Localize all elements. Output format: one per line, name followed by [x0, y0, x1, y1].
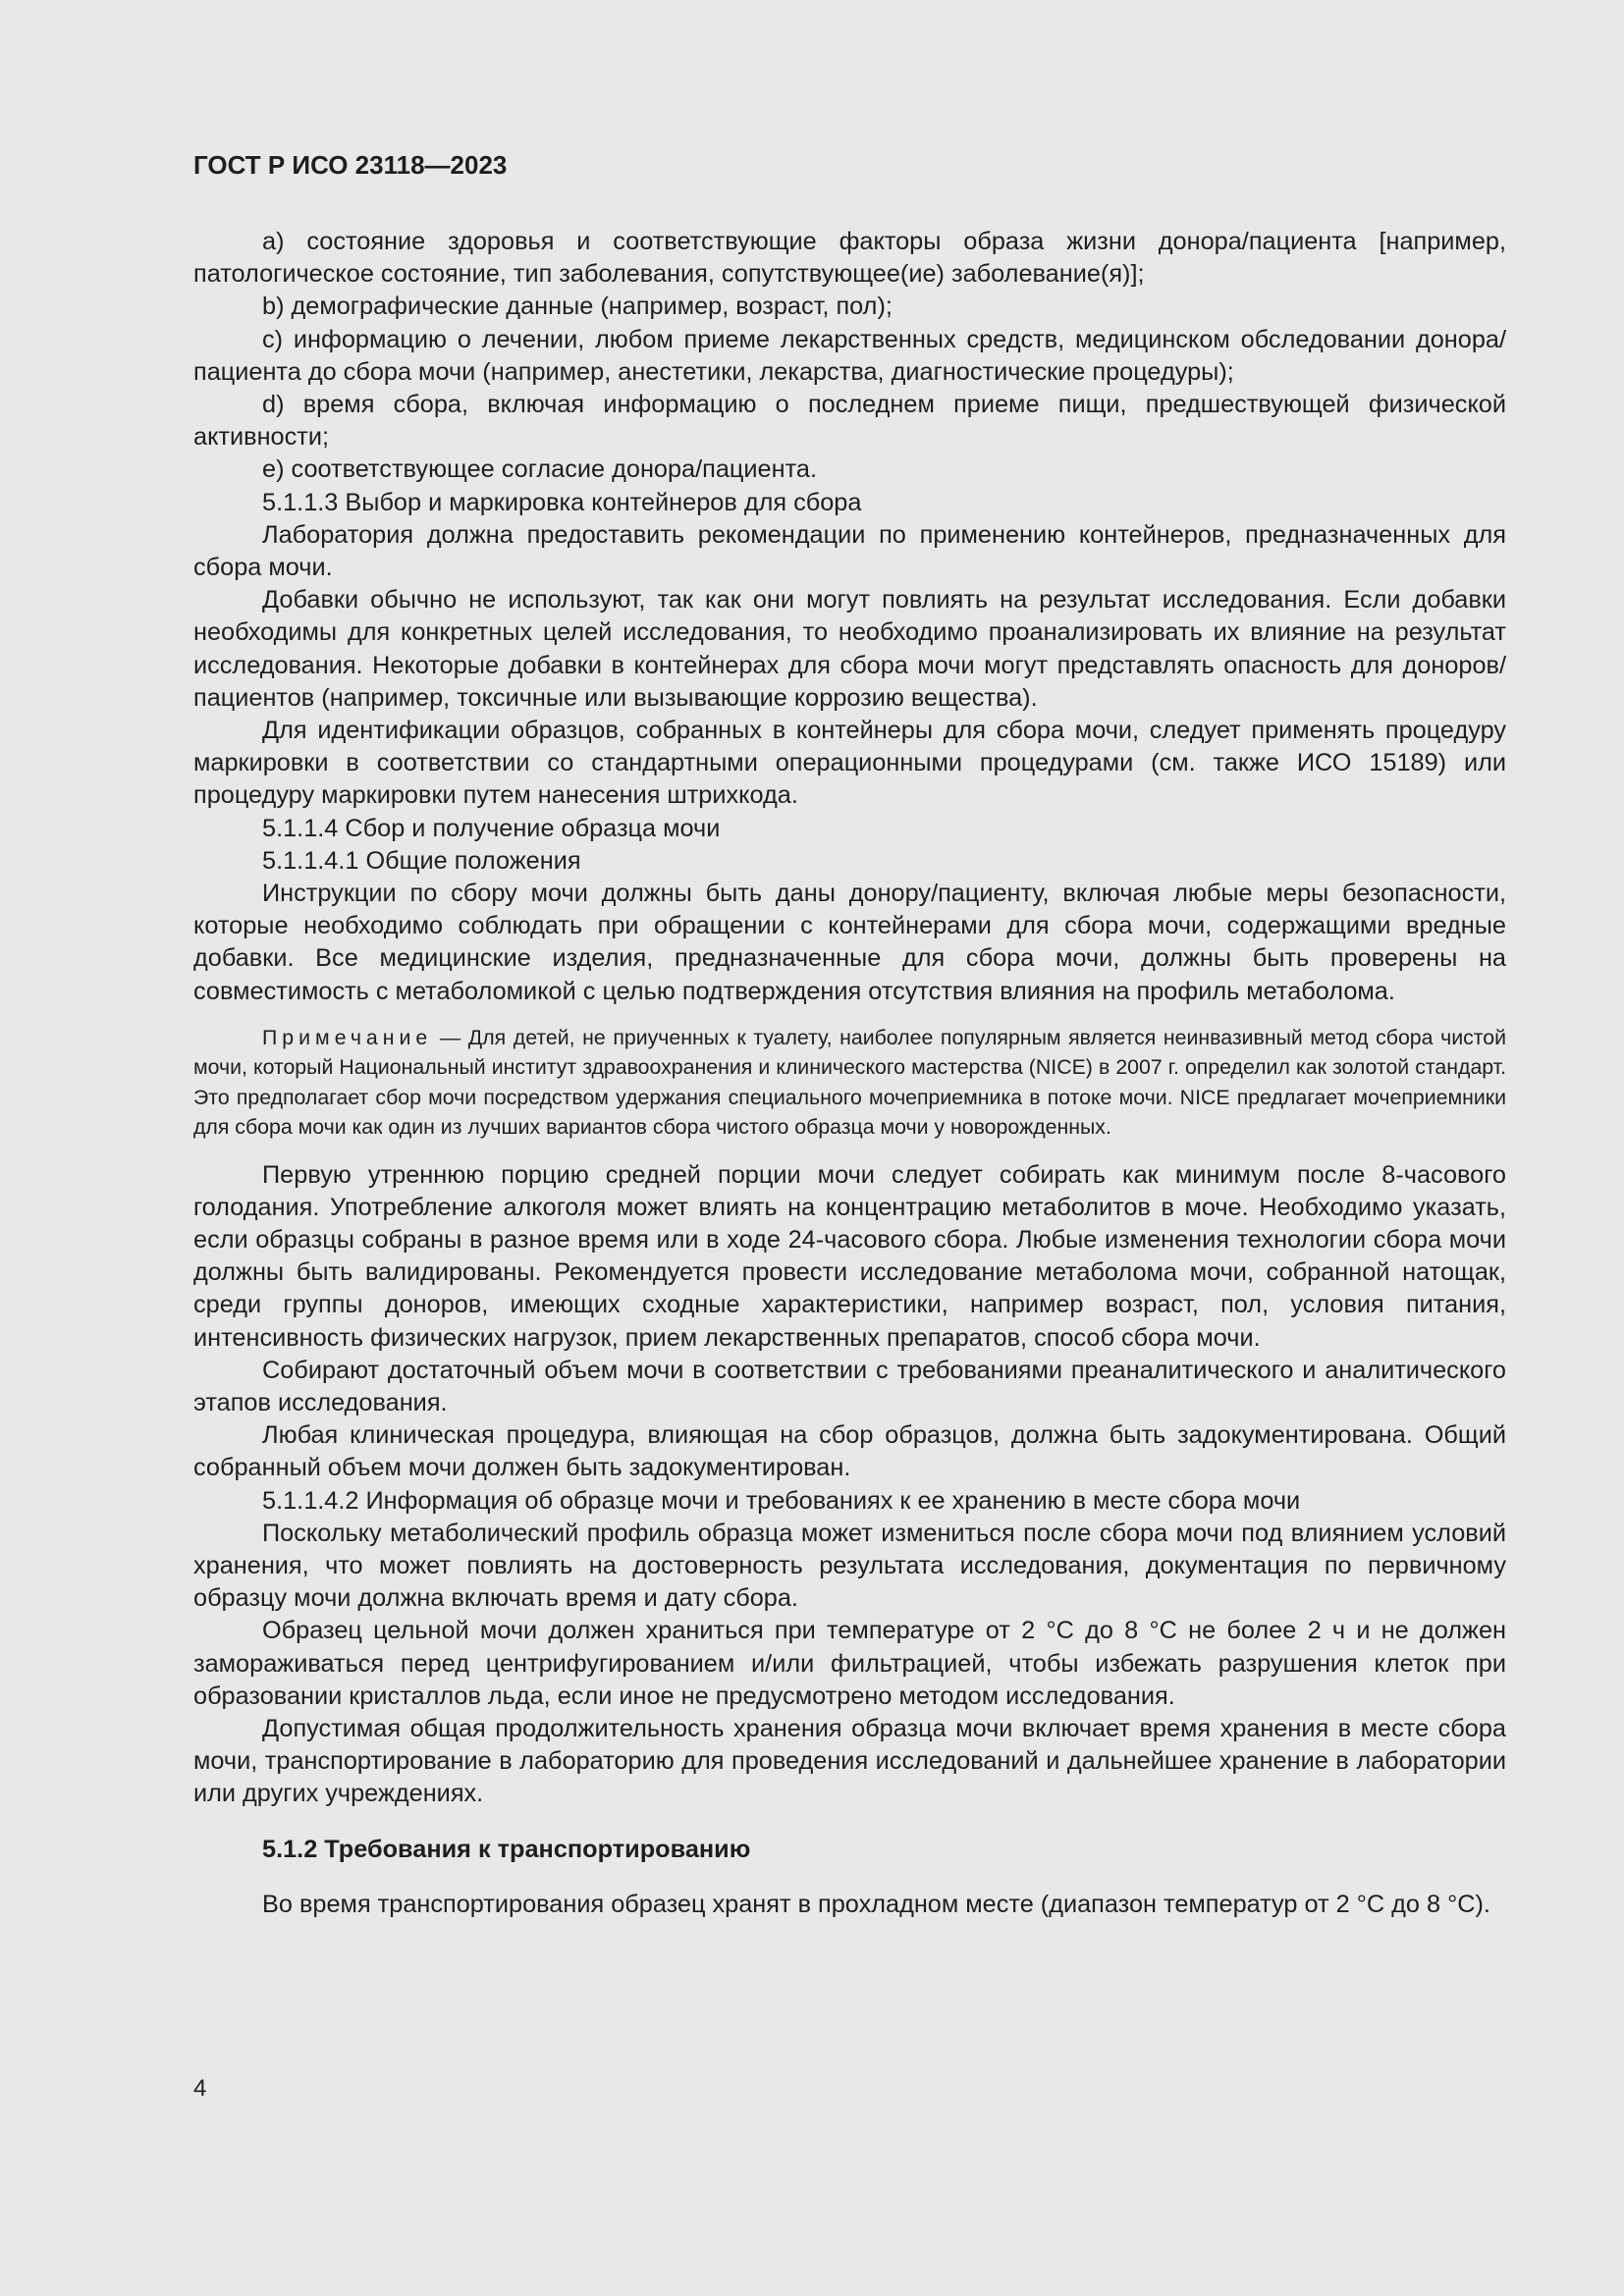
- paragraph: Собирают достаточный объем мочи в соответствии с требованиями преаналитического и аналитического этапов исследования.: [193, 1356, 1506, 1416]
- paragraph: Образец цельной мочи должен храниться при температуре от 2 °С до 8 °С не более 2 ч и не должен замораживаться перед центрифугированием и/или фильтрацией, чтобы избежать разрушения клеток при образовании кристаллов льда, если иное не предусмотрено методом исследования.: [193, 1617, 1506, 1710]
- clause-heading-5-1-1-4: 5.1.1.4 Сбор и получение образца мочи: [262, 814, 721, 842]
- list-item-b: b) демографические данные (например, возраст, пол);: [262, 293, 893, 321]
- page-content: [193, 145, 1506, 1921]
- document-header: ГОСТ Р ИСО 23118—2023: [193, 150, 508, 180]
- list-item-e: e) соответствующее согласие донора/пациента.: [262, 455, 817, 484]
- paragraph: Добавки обычно не используют, так как они могут повлиять на результат исследования. Если добавки необходимы для конкретных целей исследования, то необходимо проанализировать их влияние на результат исследования. Некоторые добавки в контейнерах для сбора мочи могут представлять опасность для доноров/пациентов (например, токсичные или вызывающие коррозию вещества).: [193, 586, 1506, 712]
- body-block-3: [193, 1889, 1506, 1921]
- note: [193, 1023, 1506, 1143]
- paragraph: Во время транспортирования образец хранят в прохладном месте (диапазон температур от 2 °С до 8 °С).: [262, 1890, 1490, 1918]
- paragraph: Лаборатория должна предоставить рекомендации по применению контейнеров, предназначенных для сбора мочи.: [193, 520, 1506, 582]
- clause-heading-5-1-1-3: 5.1.1.3 Выбор и маркировка контейнеров для сбора: [262, 488, 862, 516]
- page-number: 4: [193, 2075, 207, 2102]
- paragraph: Для идентификации образцов, собранных в контейнеры для сбора мочи, следует применять процедуру маркировки в соответствии со стандартными операционными процедурами (см. также ИСО 15189) или процедуру маркировки путем нанесения штрихкода.: [193, 717, 1506, 810]
- clause-heading-5-1-1-4-2: 5.1.1.4.2 Информация об образце мочи и требованиях к ее хранению в месте сбора мочи: [262, 1486, 1301, 1515]
- list-item-d: d) время сбора, включая информацию о последнем приеме пищи, предшествующей физической активности;: [193, 391, 1506, 452]
- body-block-1: [193, 226, 1506, 1008]
- paragraph: Инструкции по сбору мочи должны быть даны донору/пациенту, включая любые меры безопасности, которые необходимо соблюдать при обращении с контейнерами для сбора мочи, содержащими вредные добавки. Все медицинские изделия, предназначенные для сбора мочи, должны быть проверены на совместимость с метаболомикой с целью подтверждения отсутствия влияния на профиль метаболома.: [193, 880, 1506, 1005]
- paragraph: Допустимая общая продолжительность хранения образца мочи включает время хранения в месте сбора мочи, транспортирование в лабораторию для проведения исследований и дальнейшее хранение в лаборатории или других учреждениях.: [193, 1714, 1506, 1808]
- note-text: — Для детей, не приученных к туалету, наиболее популярным является неинвазивный метод сбора чистой мочи, который Национальный институт здравоохранения и клинического мастерства (NICE) в 2007 г. определил как золотой стандарт. Это предполагает сбор мочи посредством удержания специального мочеприемника в потоке мочи. NICE предлагает мочеприемники для сбора мочи как один из лучших вариантов сбора чистого образца мочи у новорожденных.: [193, 1025, 1506, 1140]
- section-heading-5-1-2: 5.1.2 Требования к транспортированию: [262, 1835, 751, 1863]
- list-item-a: a) состояние здоровья и соответствующие факторы образа жизни донора/пациента [например, патологическое состояние, тип заболевания, сопутствующее(ие) заболевание(я)];: [193, 228, 1506, 289]
- list-item-c: c) информацию о лечении, любом приеме лекарственных средств, медицинском обследовании донора/пациента до сбора мочи (например, анестетики, лекарства, диагностические процедуры);: [193, 325, 1506, 386]
- body-block-2: [193, 1159, 1506, 1811]
- paragraph: Первую утреннюю порцию средней порции мочи следует собирать как минимум после 8-часового голодания. Употребление алкоголя может влиять на концентрацию метаболитов в моче. Необходимо указать, если образцы собраны в разное время или в ходе 24-часового сбора. Любые изменения технологии сбора мочи должны быть валидированы. Рекомендуется провести исследование метаболома мочи, собранной натощак, среди группы доноров, имеющих сходные характеристики, например возраст, пол, условия питания, интенсивность физических нагрузок, прием лекарственных препаратов, способ сбора мочи.: [193, 1160, 1506, 1352]
- paragraph: Поскольку метаболический профиль образца может измениться после сбора мочи под влиянием условий хранения, что может повлиять на достоверность результата исследования, документация по первичному образцу мочи должна включать время и дату сбора.: [193, 1519, 1506, 1613]
- clause-heading-5-1-1-4-1: 5.1.1.4.1 Общие положения: [262, 846, 581, 875]
- note-label: Примечание: [262, 1025, 433, 1049]
- paragraph: Любая клиническая процедура, влияющая на сбор образцов, должна быть задокументирована. Общий собранный объем мочи должен быть задокументирован.: [193, 1421, 1506, 1482]
